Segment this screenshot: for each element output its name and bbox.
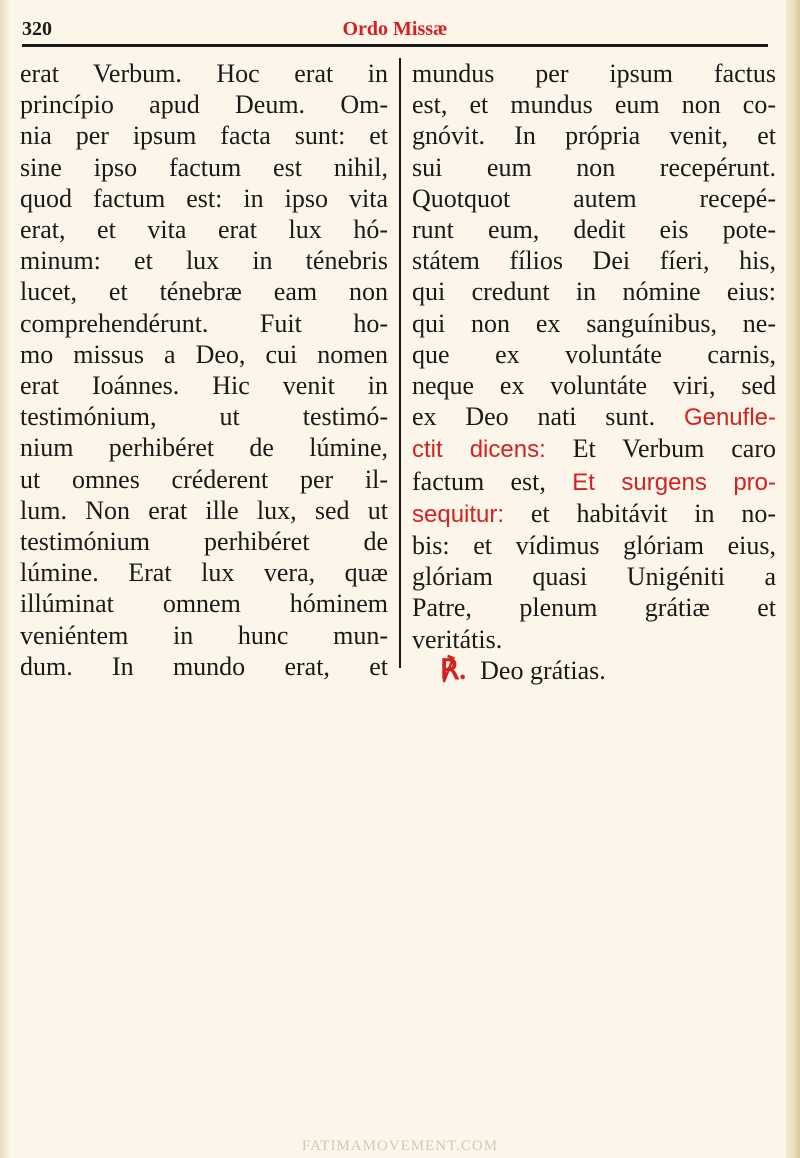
text-line: lúmine. Erat lux vera, quæ <box>20 558 388 588</box>
text-line: ut omnes créderent per il- <box>20 464 388 494</box>
header-rule <box>22 44 768 47</box>
text-line: que ex voluntáte carnis, <box>412 339 776 369</box>
text-line: bis: et vídimus glóriam eius, <box>412 531 776 561</box>
text-line: testimónium, ut testimó- <box>20 402 388 432</box>
text-line: qui non ex sanguínibus, ne- <box>412 308 776 338</box>
text-line: princípio apud Deum. Om- <box>20 90 388 120</box>
text-line: mo missus a Deo, cui nomen <box>20 339 388 369</box>
text-line: minum: et lux in ténebris <box>20 246 388 276</box>
watermark: FATIMAMOVEMENT.COM <box>301 1138 499 1154</box>
page-header <box>22 14 768 44</box>
rubric-surgens: Et surgens pro- <box>572 468 776 496</box>
text-segment: factum est, <box>412 466 546 496</box>
text-line <box>412 498 776 530</box>
left-column <box>20 58 388 682</box>
page-number: 320 <box>22 18 52 40</box>
text-line <box>412 401 776 433</box>
text-line <box>412 466 776 498</box>
rubric-prosequitur: sequitur: <box>412 500 505 528</box>
text-line: lucet, et ténebræ eam non <box>20 277 388 307</box>
text-segment: ex Deo nati sunt. <box>412 402 656 432</box>
text-line: sui eum non recepérunt. <box>412 152 776 182</box>
text-line: státem fílios Dei fíeri, his, <box>412 246 776 276</box>
response-symbol-icon: ℟. <box>440 654 467 686</box>
text-line: lum. Non erat ille lux, sed ut <box>20 495 388 525</box>
text-line: nium perhibéret de lúmine, <box>20 433 388 463</box>
rubric-genuflectit: Genufle- <box>683 404 776 432</box>
text-line: comprehendérunt. Fuit ho- <box>20 308 388 338</box>
text-line: glóriam quasi Unigéniti a <box>412 562 776 592</box>
text-segment: Et Verbum caro <box>572 434 776 464</box>
text-line: veniéntem in hunc mun- <box>20 620 388 650</box>
text-line: testimónium perhibéret de <box>20 527 388 557</box>
response-line <box>412 655 776 686</box>
text-segment: et habitávit in no- <box>530 498 776 528</box>
response-text: Deo grátias. <box>480 655 606 685</box>
text-line: veritátis. <box>412 624 503 654</box>
text-line: est, et mundus eum non co- <box>412 90 776 120</box>
page-edge <box>786 0 800 1158</box>
rubric-dicens: ctit dicens: <box>412 436 546 464</box>
text-line: sine ipso factum est nihil, <box>20 152 388 182</box>
text-line: neque ex voluntáte viri, sed <box>412 371 776 401</box>
text-line: Quotquot autem recepé- <box>412 183 776 213</box>
text-line: mundus per ipsum factus <box>412 59 776 88</box>
page-gutter-shadow <box>0 0 10 1158</box>
right-column <box>412 58 776 686</box>
running-head: Ordo Missæ <box>342 18 448 40</box>
text-line: runt eum, dedit eis pote- <box>412 215 776 245</box>
text-line: erat Verbum. Hoc erat in <box>20 59 388 88</box>
text-line <box>412 433 776 465</box>
text-line: nia per ipsum facta sunt: et <box>20 121 388 151</box>
text-line: illúminat omnem hóminem <box>20 589 388 619</box>
text-line: quod factum est: in ipso vita <box>20 183 388 213</box>
text-line: erat, et vita erat lux hó- <box>20 215 388 245</box>
column-divider <box>399 58 401 668</box>
text-line: dum. In mundo erat, et <box>20 651 388 681</box>
text-line: Patre, plenum grátiæ et <box>412 593 776 623</box>
text-line: erat Ioánnes. Hic venit in <box>20 371 388 401</box>
text-line: qui credunt in nómine eius: <box>412 277 776 307</box>
text-line: gnóvit. In própria venit, et <box>412 121 776 151</box>
